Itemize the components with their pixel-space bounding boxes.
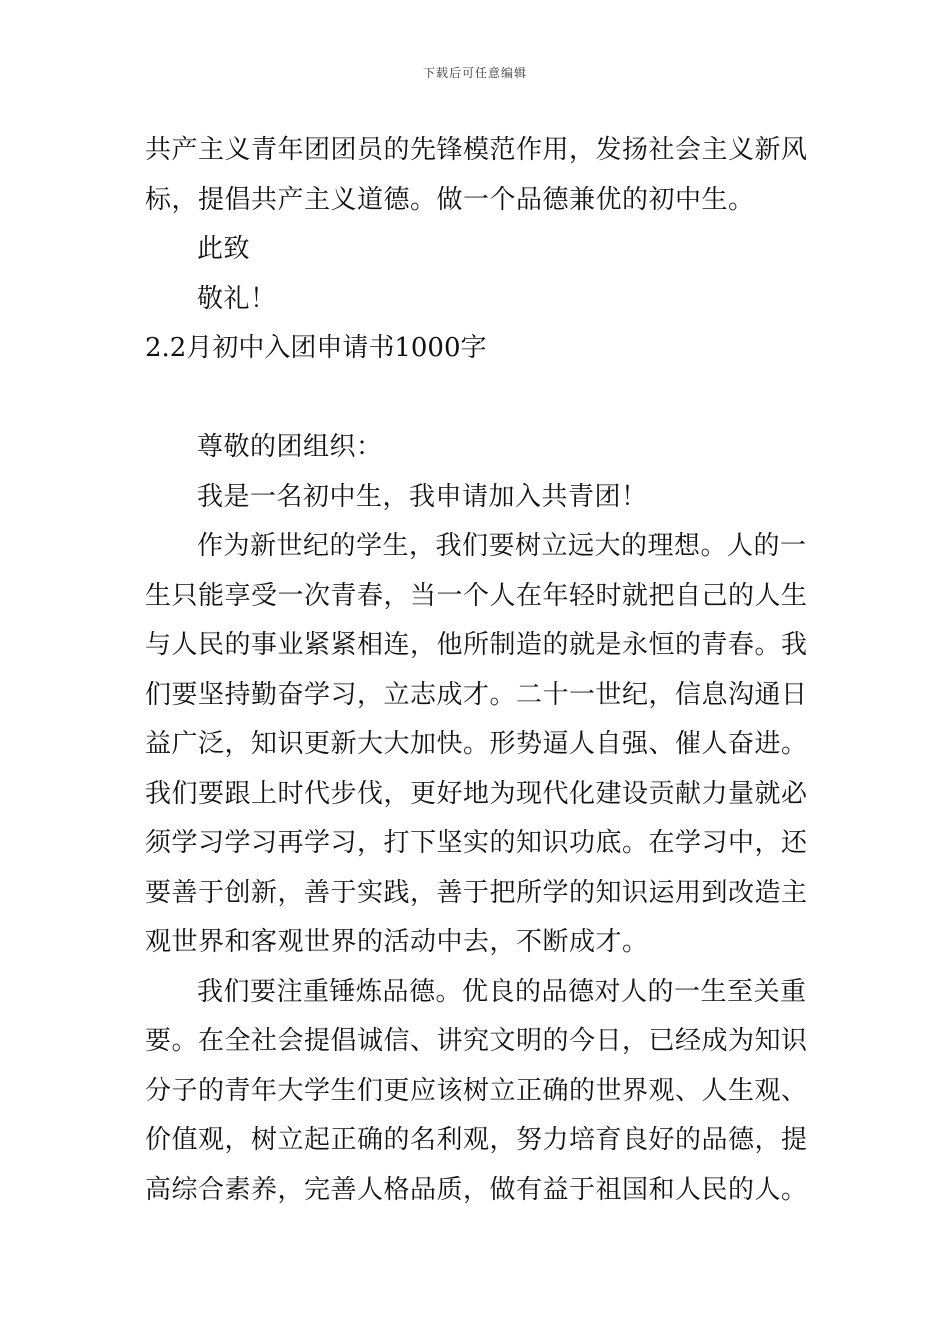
paragraph-line: 高综合素养，完善人格品质，做有益于祖国和人民的人。 bbox=[145, 1174, 808, 1205]
salutation-line: 敬礼！ bbox=[197, 283, 277, 314]
page-header-note: 下载后可任意编辑 bbox=[422, 66, 527, 80]
paragraph-line: 要。在全社会提倡诚信、讲究文明的今日，已经成为知识 bbox=[145, 1026, 808, 1056]
greeting-line: 尊敬的团组织： bbox=[197, 432, 383, 462]
paragraph-line: 须学习学习再学习，打下坚实的知识功底。在学习中，还 bbox=[145, 828, 808, 858]
paragraph-line: 观世界和客观世界的活动中去，不断成才。 bbox=[145, 927, 649, 957]
paragraph-line: 生只能享受一次青春，当一个人在年轻时就把自己的人生 bbox=[145, 580, 808, 611]
document-body bbox=[145, 126, 810, 1215]
paragraph-line: 与人民的事业紧紧相连，他所制造的就是永恒的青春。我 bbox=[145, 630, 808, 660]
paragraph-line: 我是一名初中生，我申请加入共青团！ bbox=[197, 481, 648, 512]
paragraph-line: 作为新世纪的学生，我们要树立远大的理想。人的一 bbox=[197, 531, 807, 561]
paragraph-line: 价值观，树立起正确的名利观，努力培育良好的品德，提 bbox=[145, 1125, 808, 1155]
paragraph-line: 分子的青年大学生们更应该树立正确的世界观、人生观、 bbox=[145, 1075, 808, 1106]
paragraph-line: 们要坚持勤奋学习，立志成才。二十一世纪，信息沟通日 bbox=[145, 679, 808, 710]
section-heading: 2.2月初中入团申请书1000字 bbox=[145, 333, 487, 363]
paragraph-line: 要善于创新，善于实践，善于把所学的知识运用到改造主 bbox=[145, 877, 808, 908]
paragraph-line: 我们要跟上时代步伐，更好地为现代化建设贡献力量就必 bbox=[145, 778, 808, 809]
paragraph-line: 共产主义青年团团员的先锋模范作用，发扬社会主义新风 bbox=[145, 135, 808, 165]
blank-line bbox=[145, 374, 810, 424]
paragraph-line: 益广泛，知识更新大大加快。形势逼人自强、催人奋进。 bbox=[145, 729, 808, 759]
paragraph-line: 标，提倡共产主义道德。做一个品德兼优的初中生。 bbox=[145, 184, 755, 215]
paragraph-line: 我们要注重锤炼品德。优良的品德对人的一生至关重 bbox=[197, 976, 807, 1007]
salutation-line: 此致 bbox=[197, 234, 251, 264]
